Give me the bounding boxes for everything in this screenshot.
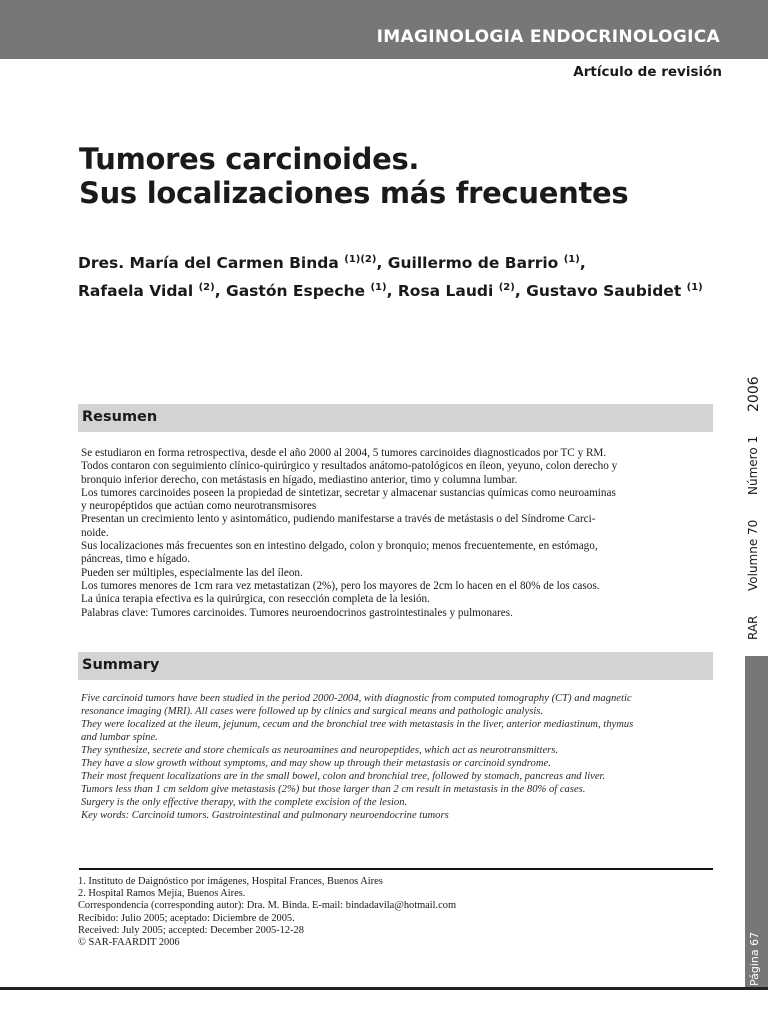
author-affiliation: (1) <box>563 254 580 265</box>
author-name: Dres. María del Carmen Binda <box>78 254 339 272</box>
journal-year: 2006 <box>746 376 762 412</box>
journal-section-title: IMAGINOLOGIA ENDOCRINOLOGICA <box>376 27 720 47</box>
author-line-1 <box>78 249 728 277</box>
author-affiliation: (2) <box>498 282 515 293</box>
journal-header-bar <box>0 0 768 59</box>
author-name: Gustavo Saubidet <box>526 282 682 300</box>
author-separator: , <box>214 282 226 300</box>
resumen-line: Sus localizaciones más frecuentes son en intestino delgado, colon y bronquio; menos frecuentemente, en estómago, <box>81 540 598 553</box>
resumen-line: bronquio inferior derecho, con metástasis en hígado, mediastino anterior, timo y columna lumbar. <box>81 473 518 486</box>
journal-number: Número 1 <box>746 436 760 496</box>
summary-heading: Summary <box>82 657 160 673</box>
resumen-line: páncreas, timo e hígado. <box>81 553 191 566</box>
article-title-line-2: Sus localizaciones más frecuentes <box>79 176 629 210</box>
resumen-line: Los tumores carcinoides poseen la propiedad de sintetizar, secretar y almacenar sustancias químicas como neuroaminas <box>81 486 616 499</box>
resumen-line: Se estudiaron en forma retrospectiva, desde el año 2000 al 2004, 5 tumores carcinoides diagnosticados por TC y RM. <box>81 447 607 459</box>
resumen-line: Presentan un crecimiento lento y asintomático, pudiendo manifestarse a través de metástasis o del Síndrome Carci- <box>81 513 596 526</box>
journal-side-info <box>740 376 768 640</box>
summary-line: They were localized at the ileum, jejunum, cecum and the bronchial tree with metastasis in the liver, anterior mediastinum, thymus <box>81 719 634 730</box>
summary-line: Five carcinoid tumors have been studied in the period 2000-2004, with diagnostic from computed tomography (CT) and magnetic <box>81 693 632 704</box>
author-list <box>78 249 728 305</box>
footnote-divider <box>79 868 713 870</box>
resumen-heading-bar <box>78 404 713 432</box>
journal-volume: Volumne 70 <box>746 519 760 592</box>
summary-keywords: Key words: Carcinoid tumors. Gastrointestinal and pulmonary neuroendocrine tumors <box>81 810 449 821</box>
author-affiliation: (1) <box>686 282 703 293</box>
author-affiliation: (1) <box>370 282 387 293</box>
footnote-received-es: Recibido: Julio 2005; aceptado: Diciembre de 2005. <box>78 912 295 924</box>
article-type-label: Artículo de revisión <box>573 64 722 80</box>
summary-heading-bar <box>78 652 713 680</box>
page-side-tab <box>745 656 768 988</box>
summary-line: Tumors less than 1 cm seldom give metastasis (2%) but those larger than 2 cm result in metastasis in the 80% of cases. <box>81 784 586 795</box>
resumen-line: Pueden ser múltiples, especialmente las del íleon. <box>81 566 303 579</box>
summary-line: resonance imaging (MRI). All cases were followed up by clinics and surgical means and pathologic analysis. <box>81 706 544 717</box>
author-name: Gastón Espeche <box>226 282 366 300</box>
footnote-received-en: Received: July 2005; accepted: December 2005-12-28 <box>78 924 304 936</box>
summary-line: Surgery is the only effective therapy, with the complete excision of the lesion. <box>81 797 408 808</box>
resumen-body <box>81 447 716 620</box>
footnote-correspondence: Correspondencia (corresponding autor): Dra. M. Binda. E-mail: bindadavila@hotmail.com <box>78 900 457 912</box>
resumen-line: Los tumores menores de 1cm rara vez metastatizan (2%), pero los mayores de 2cm lo hacen en el 80% de los casos. <box>81 579 600 592</box>
author-name: Rafaela Vidal <box>78 282 194 300</box>
resumen-keywords: Palabras clave: Tumores carcinoides. Tumores neuroendocrinos gastrointestinales y pulmonares. <box>81 606 513 619</box>
journal-name: RAR <box>746 615 760 640</box>
summary-line: They have a slow growth without symptoms, and may show up through their metastasis or carcinoid syndrome. <box>81 758 551 769</box>
resumen-heading: Resumen <box>82 409 158 425</box>
resumen-line: La única terapia efectiva es la quirúrgica, con resección completa de la lesión. <box>81 593 430 606</box>
summary-line: and lumbar spine. <box>81 732 158 743</box>
author-affiliation: (2) <box>198 282 215 293</box>
page-bottom-rule <box>0 987 768 990</box>
author-separator: , <box>386 282 398 300</box>
resumen-line: Todos contaron con seguimiento clínico-quirúrgico y resultados anátomo-patológicos en íleon, yeyuno, colon derecho y <box>81 460 618 473</box>
footnote-copyright: © SAR-FAARDIT 2006 <box>78 937 180 949</box>
summary-line: They synthesize, secrete and store chemicals as neuroamines and neuropeptides, which act as neurotransmitters. <box>81 745 559 756</box>
footnotes <box>78 876 718 949</box>
author-separator: , <box>514 282 527 300</box>
footnote-affiliation-2: 2. Hospital Ramos Mejía, Buenos Aires. <box>78 888 246 900</box>
article-title <box>79 142 699 210</box>
author-affiliation: (1)(2) <box>344 254 377 265</box>
author-separator: , <box>376 254 388 272</box>
resumen-line: noide. <box>81 526 109 539</box>
author-name: Guillermo de Barrio <box>387 254 559 272</box>
author-name: Rosa Laudi <box>397 282 494 300</box>
journal-side-text <box>746 376 762 640</box>
summary-line: Their most frequent localizations are in the small bowel, colon and bronchial tree, followed by stomach, pancreas and liver. <box>81 771 606 782</box>
page-number: Página 67 <box>748 931 761 986</box>
author-separator: , <box>579 254 586 272</box>
author-line-2 <box>78 277 728 305</box>
article-title-line-1: Tumores carcinoides. <box>79 142 420 176</box>
resumen-line: y neuropéptidos que actúan como neurotransmisores <box>81 500 317 513</box>
footnote-affiliation-1: 1. Instituto de Daignóstico por imágenes, Hospital Frances, Buenos Aires <box>78 876 383 887</box>
summary-body <box>81 692 716 822</box>
